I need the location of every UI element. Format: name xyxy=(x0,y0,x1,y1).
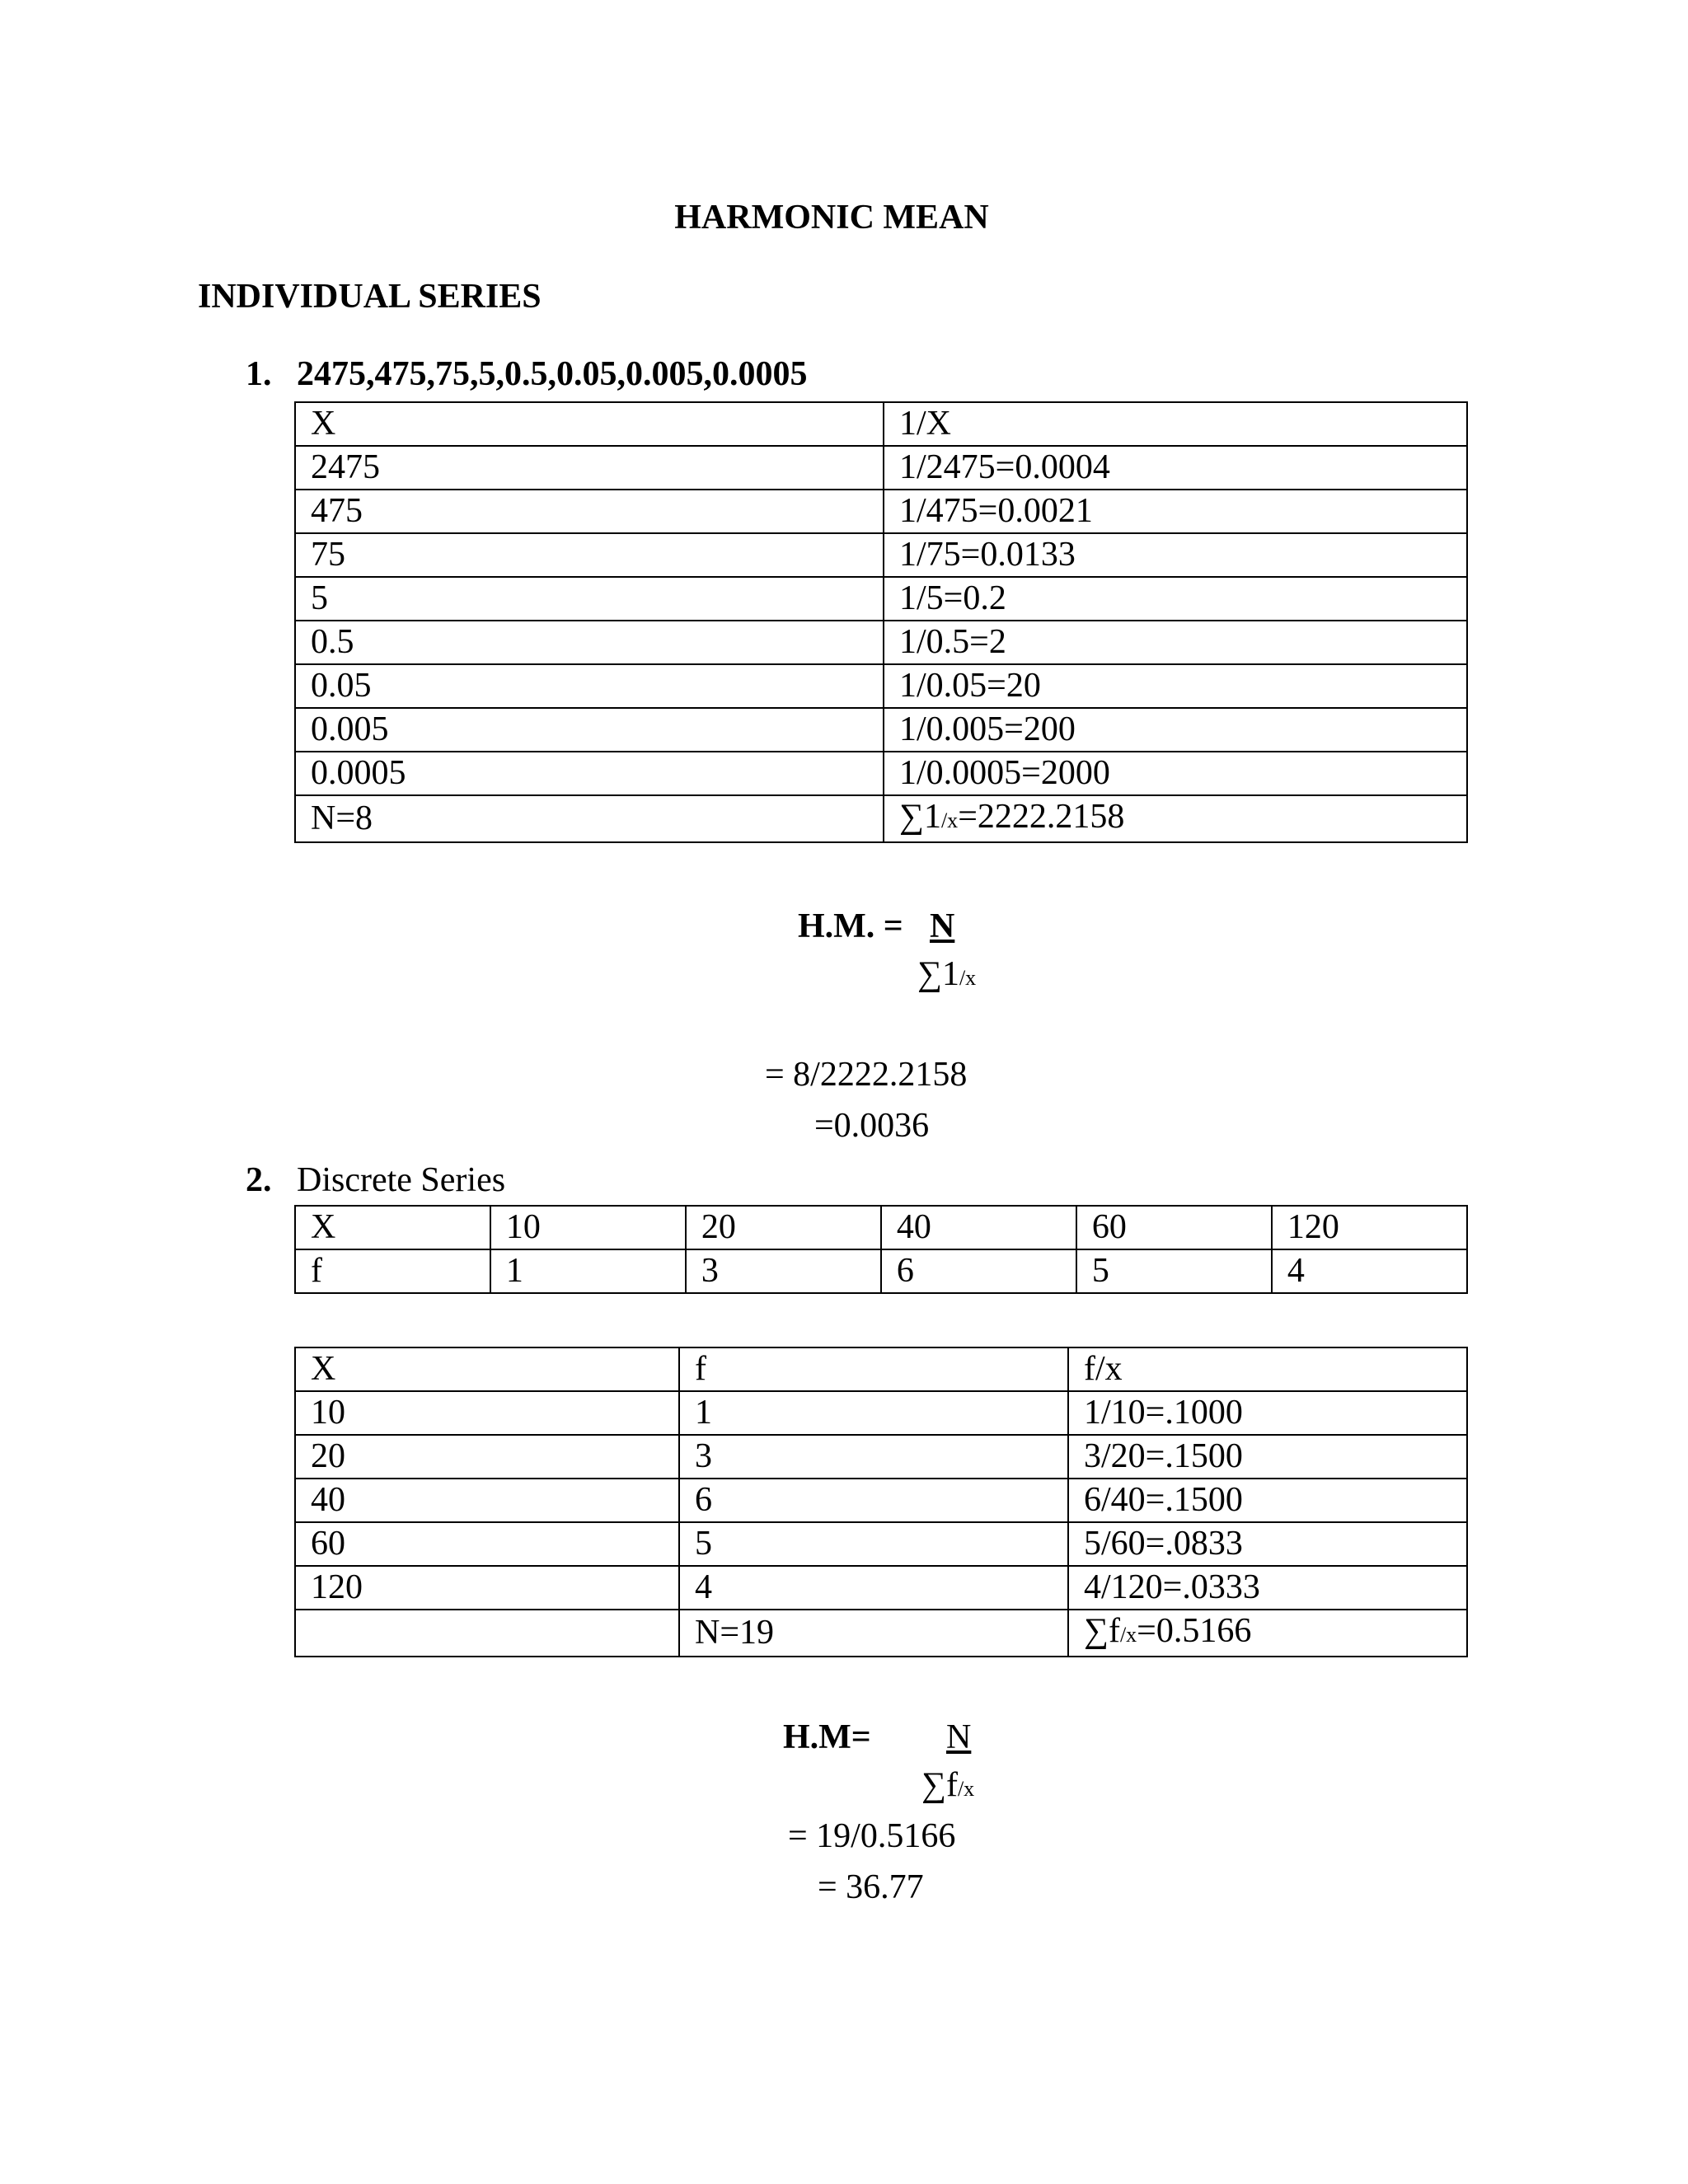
formula-1-denominator xyxy=(917,954,976,994)
formula-1-step-2: =0.0036 xyxy=(814,1107,930,1145)
table-cell-reciprocal: 1/0.05=20 xyxy=(884,664,1467,708)
table-cell-fx: 6/40=.1500 xyxy=(1068,1479,1467,1522)
total-cell-sum-sub: /x xyxy=(1119,1623,1137,1647)
table-cell-x: 10 xyxy=(295,1391,679,1435)
table-cell-reciprocal: 1/475=0.0021 xyxy=(884,490,1467,533)
table-cell-fx: 1/10=.1000 xyxy=(1068,1391,1467,1435)
table-total-row xyxy=(295,1610,1467,1657)
table-cell: 5 xyxy=(1076,1249,1272,1293)
table-row xyxy=(295,708,1467,752)
table-cell: 4 xyxy=(1272,1249,1467,1293)
header-cell: X xyxy=(295,402,884,446)
total-cell-sum-sigma: ∑f xyxy=(1084,1612,1120,1650)
formula-2-denominator-sigma: ∑f xyxy=(921,1766,958,1804)
table-cell-x: 0.005 xyxy=(295,708,884,752)
table-cell: f xyxy=(295,1249,490,1293)
table-cell-reciprocal: 1/75=0.0133 xyxy=(884,533,1467,577)
table-row xyxy=(295,577,1467,621)
table-cell: X xyxy=(295,1206,490,1249)
formula-2-step-1: = 19/0.5166 xyxy=(788,1817,956,1855)
total-cell-sum xyxy=(884,795,1467,842)
formula-2-lhs: H.M= xyxy=(783,1718,871,1756)
header-cell: f/x xyxy=(1068,1347,1467,1391)
discrete-series-computation-table xyxy=(294,1347,1468,1657)
formula-2-denominator-sub: /x xyxy=(957,1777,975,1801)
table-cell-f: 1 xyxy=(679,1391,1068,1435)
total-cell-n: N=8 xyxy=(295,795,884,842)
table-cell: 60 xyxy=(1076,1206,1272,1249)
table-row xyxy=(295,1391,1467,1435)
table-row xyxy=(295,1566,1467,1610)
table-row xyxy=(295,664,1467,708)
table-header-row xyxy=(295,1347,1467,1391)
header-cell: f xyxy=(679,1347,1068,1391)
total-cell-sum-value: =2222.2158 xyxy=(958,798,1125,836)
table-cell-reciprocal: 1/0.5=2 xyxy=(884,621,1467,664)
table-cell-x: 40 xyxy=(295,1479,679,1522)
table-cell-x: 0.5 xyxy=(295,621,884,664)
table-total-row xyxy=(295,795,1467,842)
table-cell: 1 xyxy=(490,1249,686,1293)
table-row xyxy=(295,1522,1467,1566)
total-cell-n: N=19 xyxy=(679,1610,1068,1657)
total-cell-sum-sub: /x xyxy=(940,808,959,832)
table-cell-x: 475 xyxy=(295,490,884,533)
table-cell-reciprocal: 1/5=0.2 xyxy=(884,577,1467,621)
table-row xyxy=(295,490,1467,533)
table-cell-reciprocal: 1/0.0005=2000 xyxy=(884,752,1467,795)
table-cell-f: 3 xyxy=(679,1435,1068,1479)
table-cell-x: 5 xyxy=(295,577,884,621)
total-cell-sum-value: =0.5166 xyxy=(1137,1612,1252,1650)
item-1-number: 1. xyxy=(246,355,272,393)
table-cell-reciprocal: 1/0.005=200 xyxy=(884,708,1467,752)
table-row xyxy=(295,446,1467,490)
total-cell-sum-sigma: ∑1 xyxy=(899,798,941,836)
table-row xyxy=(295,1479,1467,1522)
table-header-row xyxy=(295,402,1467,446)
table-cell-reciprocal: 1/2475=0.0004 xyxy=(884,446,1467,490)
table-cell-x: 75 xyxy=(295,533,884,577)
page-title: HARMONIC MEAN xyxy=(674,199,989,237)
table-row xyxy=(295,1249,1467,1293)
item-2-text: Discrete Series xyxy=(297,1161,506,1199)
table-cell-x: 120 xyxy=(295,1566,679,1610)
total-cell-sum xyxy=(1068,1610,1467,1657)
item-1-text: 2475,475,75,5,0.5,0.05,0.005,0.0005 xyxy=(297,355,808,393)
table-cell: 3 xyxy=(686,1249,881,1293)
table-row xyxy=(295,533,1467,577)
section-heading: INDIVIDUAL SERIES xyxy=(198,278,542,316)
table-cell-f: 4 xyxy=(679,1566,1068,1610)
item-2-number: 2. xyxy=(246,1161,272,1199)
item-2-heading xyxy=(246,1160,505,1200)
table-cell-x: 0.05 xyxy=(295,664,884,708)
table-cell-fx: 3/20=.1500 xyxy=(1068,1435,1467,1479)
table-cell: 120 xyxy=(1272,1206,1467,1249)
individual-series-table xyxy=(294,401,1468,843)
header-cell: X xyxy=(295,1347,679,1391)
table-cell: 10 xyxy=(490,1206,686,1249)
table-cell-f: 6 xyxy=(679,1479,1068,1522)
formula-1-lhs: H.M. = xyxy=(798,907,903,945)
formula-1-denominator-sub: /x xyxy=(959,966,977,990)
table-cell-f: 5 xyxy=(679,1522,1068,1566)
discrete-series-table xyxy=(294,1205,1468,1294)
formula-2-denominator xyxy=(921,1765,974,1805)
formula-1-denominator-sigma: ∑1 xyxy=(917,955,959,993)
item-1-heading xyxy=(246,354,808,394)
table-cell-fx: 4/120=.0333 xyxy=(1068,1566,1467,1610)
total-cell-empty xyxy=(295,1610,679,1657)
table-cell: 40 xyxy=(881,1206,1076,1249)
table-cell-x: 20 xyxy=(295,1435,679,1479)
header-cell: 1/X xyxy=(884,402,1467,446)
formula-2-step-2: = 36.77 xyxy=(818,1868,924,1906)
table-row xyxy=(295,621,1467,664)
table-cell-x: 2475 xyxy=(295,446,884,490)
table-cell-x: 60 xyxy=(295,1522,679,1566)
table-cell-fx: 5/60=.0833 xyxy=(1068,1522,1467,1566)
table-cell-x: 0.0005 xyxy=(295,752,884,795)
formula-1-step-1: = 8/2222.2158 xyxy=(765,1056,968,1094)
table-row xyxy=(295,1435,1467,1479)
table-cell: 6 xyxy=(881,1249,1076,1293)
formula-2-numerator: N xyxy=(946,1718,972,1756)
table-cell: 20 xyxy=(686,1206,881,1249)
formula-1-numerator: N xyxy=(930,907,955,945)
table-row xyxy=(295,752,1467,795)
table-row xyxy=(295,1206,1467,1249)
